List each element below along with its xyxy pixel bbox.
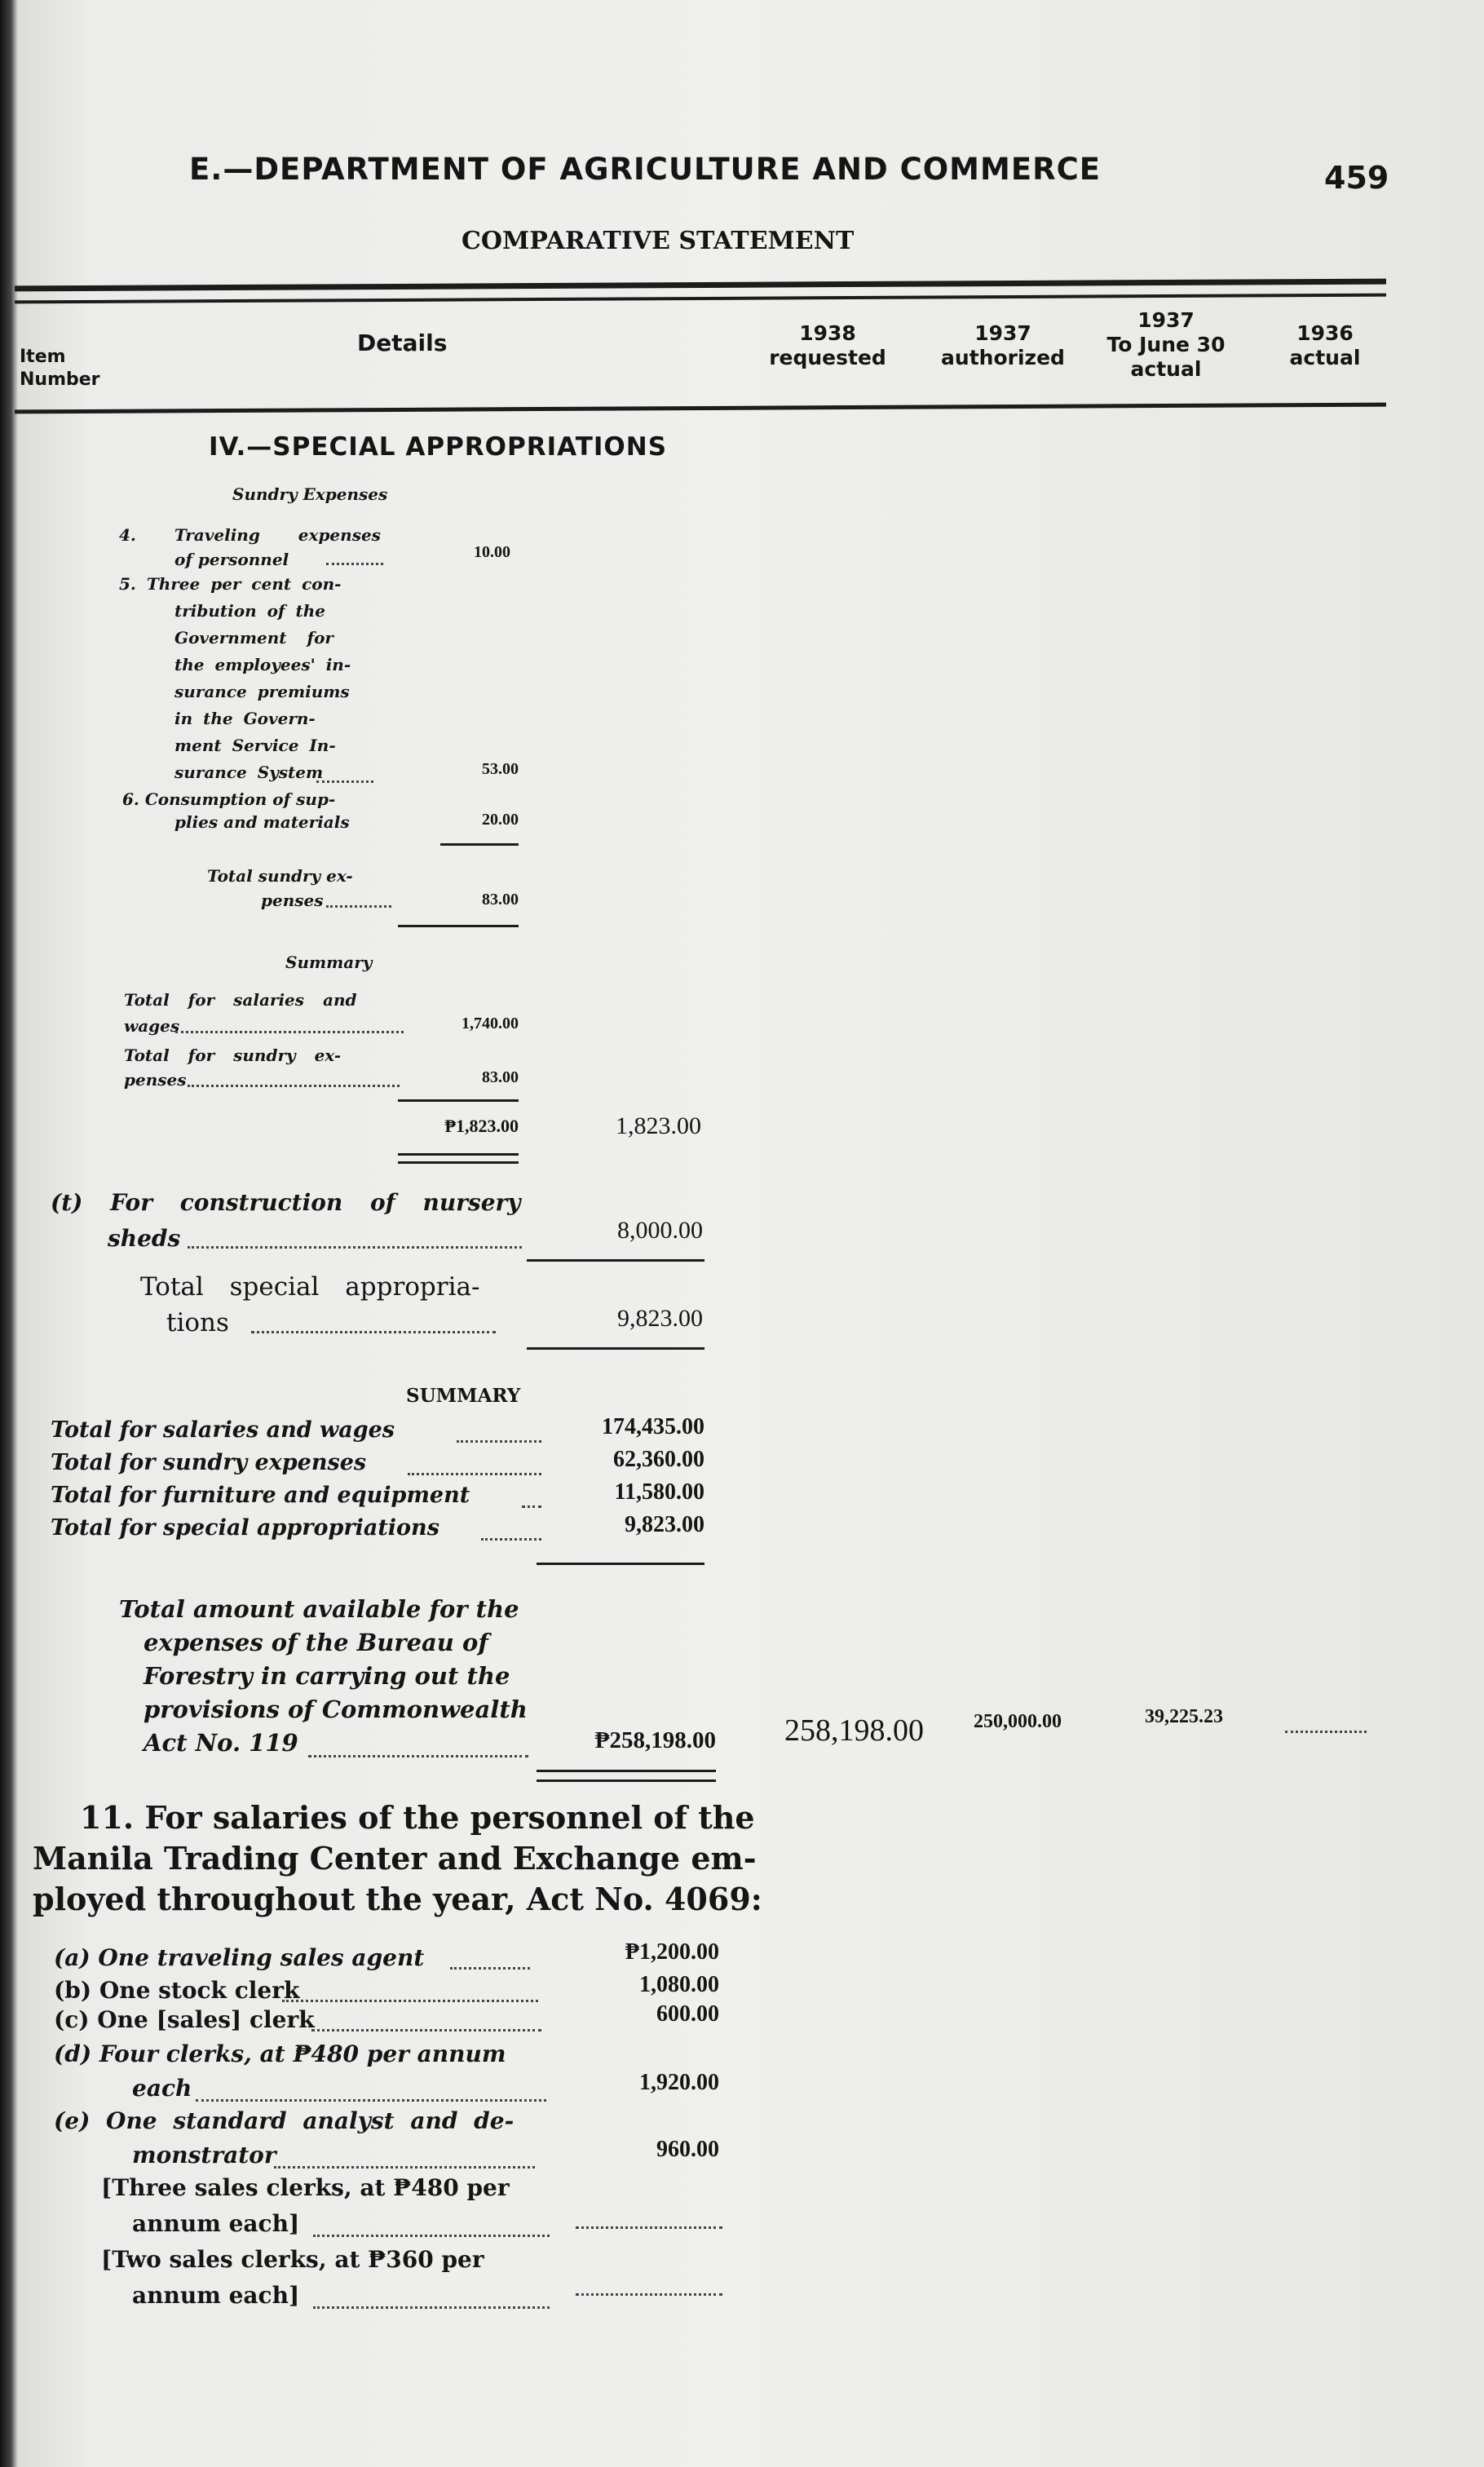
item5-line: in the Govern- <box>174 709 316 728</box>
sum-rule <box>537 1563 704 1565</box>
sum-sundry-line2: penses <box>124 1070 187 1090</box>
total-1938-value: 258,198.00 <box>784 1713 924 1748</box>
item-a-label: (a) One traveling sales agent <box>54 1944 425 1971</box>
total-sundry-line1: Total sundry ex- <box>207 866 353 886</box>
total-special-line2: tions <box>166 1308 229 1337</box>
section11-heading-line: 11. For salaries of the personnel of the <box>80 1799 755 1836</box>
item4-line1: 4. Traveling expenses <box>119 525 381 545</box>
item-d-value: 1,920.00 <box>639 2070 719 2095</box>
bracket-item2-line2: annum each] <box>132 2282 300 2309</box>
total-special-line1: Total special appropria- <box>140 1272 480 1302</box>
sum-rule <box>527 1259 704 1262</box>
sum-rule <box>527 1347 704 1350</box>
total-1937-june-value: 39,225.23 <box>1145 1706 1223 1727</box>
sum-total-inner: ₱1,823.00 <box>444 1116 519 1136</box>
summary-row-label: Total for salaries and wages <box>51 1417 395 1443</box>
item-e-line1: (e) One standard analyst and de- <box>54 2107 515 2134</box>
item-c-value: 600.00 <box>656 2001 719 2027</box>
item-e-line2: monstrator <box>132 2142 276 2169</box>
item4-line2: of personnel <box>174 550 289 569</box>
item6-value: 20.00 <box>482 811 519 829</box>
item5-line: 5. Three per cent con- <box>119 574 342 594</box>
double-rule <box>398 1153 519 1156</box>
bracket-item1-line1: [Three sales clerks, at ₱480 per <box>101 2174 510 2201</box>
item-e-value: 960.00 <box>656 2137 719 2162</box>
item-d-line1: (d) Four clerks, at ₱480 per annum <box>54 2040 506 2067</box>
leader-dots <box>326 905 391 908</box>
double-rule <box>537 1780 716 1782</box>
leader-dots <box>313 2306 550 2309</box>
item5-line: surance System <box>174 763 324 782</box>
leader-dots <box>326 563 383 565</box>
item6-line1: 6. Consumption of sup- <box>122 789 336 809</box>
summary-row-value: 174,435.00 <box>602 1414 704 1439</box>
summary-row-label: Total for sundry expenses <box>51 1450 367 1475</box>
summary-row-value: 9,823.00 <box>625 1512 704 1537</box>
total-sundry-line2: penses <box>261 891 324 910</box>
item-b-value: 1,080.00 <box>639 1972 719 1997</box>
leader-dots <box>522 1505 541 1508</box>
item-d-line2: each <box>132 2075 192 2102</box>
summary-row-label: Total for furniture and equipment <box>51 1483 470 1508</box>
item-t-line1: (t) For construction of nursery <box>51 1189 521 1216</box>
col-1937-june-actual: 1937 To June 30 actual <box>1106 308 1226 381</box>
item6-line2: plies and materials <box>174 812 350 832</box>
leader-dots <box>311 2029 541 2032</box>
sum-rule <box>398 925 519 927</box>
item-t-line2: sheds <box>108 1225 181 1252</box>
total-amount-line: expenses of the Bureau of <box>144 1629 488 1656</box>
double-rule <box>398 1161 519 1164</box>
total-amount-line: Act No. 119 <box>144 1729 298 1757</box>
leader-dots <box>251 1331 496 1333</box>
section11-heading-line: Manila Trading Center and Exchange em- <box>33 1840 757 1877</box>
item5-line: the employees' in- <box>174 655 351 674</box>
sum-rule <box>398 1099 519 1102</box>
total-special-value: 9,823.00 <box>617 1305 703 1332</box>
total-1937-value: 250,000.00 <box>974 1711 1062 1732</box>
leader-dots <box>188 1085 400 1087</box>
sundry-expenses-heading: Sundry Expenses <box>232 484 388 504</box>
item-b-label: (b) One stock clerk <box>54 1977 300 2004</box>
leader-dots <box>282 2000 538 2002</box>
sum-sundry-line1: Total for sundry ex- <box>124 1046 342 1065</box>
sum-sundry-value: 83.00 <box>482 1068 519 1086</box>
page-spine-shadow <box>0 0 18 2467</box>
sum-rule <box>440 843 519 846</box>
total-amount-value: ₱258,198.00 <box>594 1727 716 1753</box>
blank-value-dots <box>576 2293 722 2296</box>
leader-dots <box>308 1755 528 1757</box>
leader-dots <box>316 780 373 783</box>
bracket-item2-line1: [Two sales clerks, at ₱360 per <box>101 2246 484 2273</box>
leader-dots-1936 <box>1285 1731 1367 1733</box>
total-amount-line: Total amount available for the <box>119 1595 519 1623</box>
department-heading: E.—DEPARTMENT OF AGRICULTURE AND COMMERCE <box>189 152 1102 187</box>
leader-dots <box>457 1440 541 1443</box>
item-c-label: (c) One [sales] clerk <box>54 2006 315 2033</box>
item4-value: 10.00 <box>474 543 510 561</box>
sum-salaries-line1: Total for salaries and <box>124 990 357 1010</box>
total-amount-line: provisions of Commonwealth <box>144 1696 528 1723</box>
total-sundry-value: 83.00 <box>482 891 519 909</box>
double-rule <box>537 1770 716 1772</box>
item5-line: Government for <box>174 628 333 648</box>
item5-value: 53.00 <box>482 760 519 778</box>
sum-salaries-value: 1,740.00 <box>462 1015 519 1032</box>
item5-line: surance premiums <box>174 682 350 701</box>
sum-salaries-line2: wages <box>124 1016 180 1036</box>
leader-dots <box>196 2099 546 2102</box>
item5-line: tribution of the <box>174 601 325 621</box>
leader-dots <box>175 1031 404 1033</box>
total-amount-line: Forestry in carrying out the <box>144 1662 510 1690</box>
comparative-statement-title: COMPARATIVE STATEMENT <box>462 227 855 255</box>
col-details: Details <box>357 329 448 356</box>
summary-heading: SUMMARY <box>406 1385 521 1407</box>
item5-line: ment Service In- <box>174 736 336 755</box>
leader-dots <box>408 1473 541 1475</box>
col-item-number: Item Number <box>20 347 100 390</box>
leader-dots <box>481 1538 541 1541</box>
summary-row-label: Total for special appropriations <box>51 1515 439 1541</box>
blank-value-dots <box>576 2226 722 2229</box>
sum-total-outer: 1,823.00 <box>616 1112 701 1139</box>
summary-subheading: Summary <box>285 953 373 972</box>
leader-dots <box>274 2166 535 2169</box>
page-number: 459 <box>1324 160 1389 196</box>
special-appropriations-heading: IV.—SPECIAL APPROPRIATIONS <box>209 432 668 462</box>
leader-dots <box>313 2235 550 2237</box>
col-1936-actual: 1936 actual <box>1289 321 1361 369</box>
leader-dots <box>450 1967 530 1970</box>
bracket-item1-line2: annum each] <box>132 2210 300 2237</box>
leader-dots <box>188 1246 522 1249</box>
summary-row-value: 62,360.00 <box>613 1447 704 1472</box>
summary-row-value: 11,580.00 <box>614 1479 704 1505</box>
col-1937-authorized: 1937 authorized <box>941 321 1065 369</box>
section11-heading-line: ployed throughout the year, Act No. 4069: <box>33 1881 762 1917</box>
item-t-value: 8,000.00 <box>617 1217 703 1244</box>
item-a-value: ₱1,200.00 <box>625 1939 719 1965</box>
col-1938-requested: 1938 requested <box>769 321 886 369</box>
